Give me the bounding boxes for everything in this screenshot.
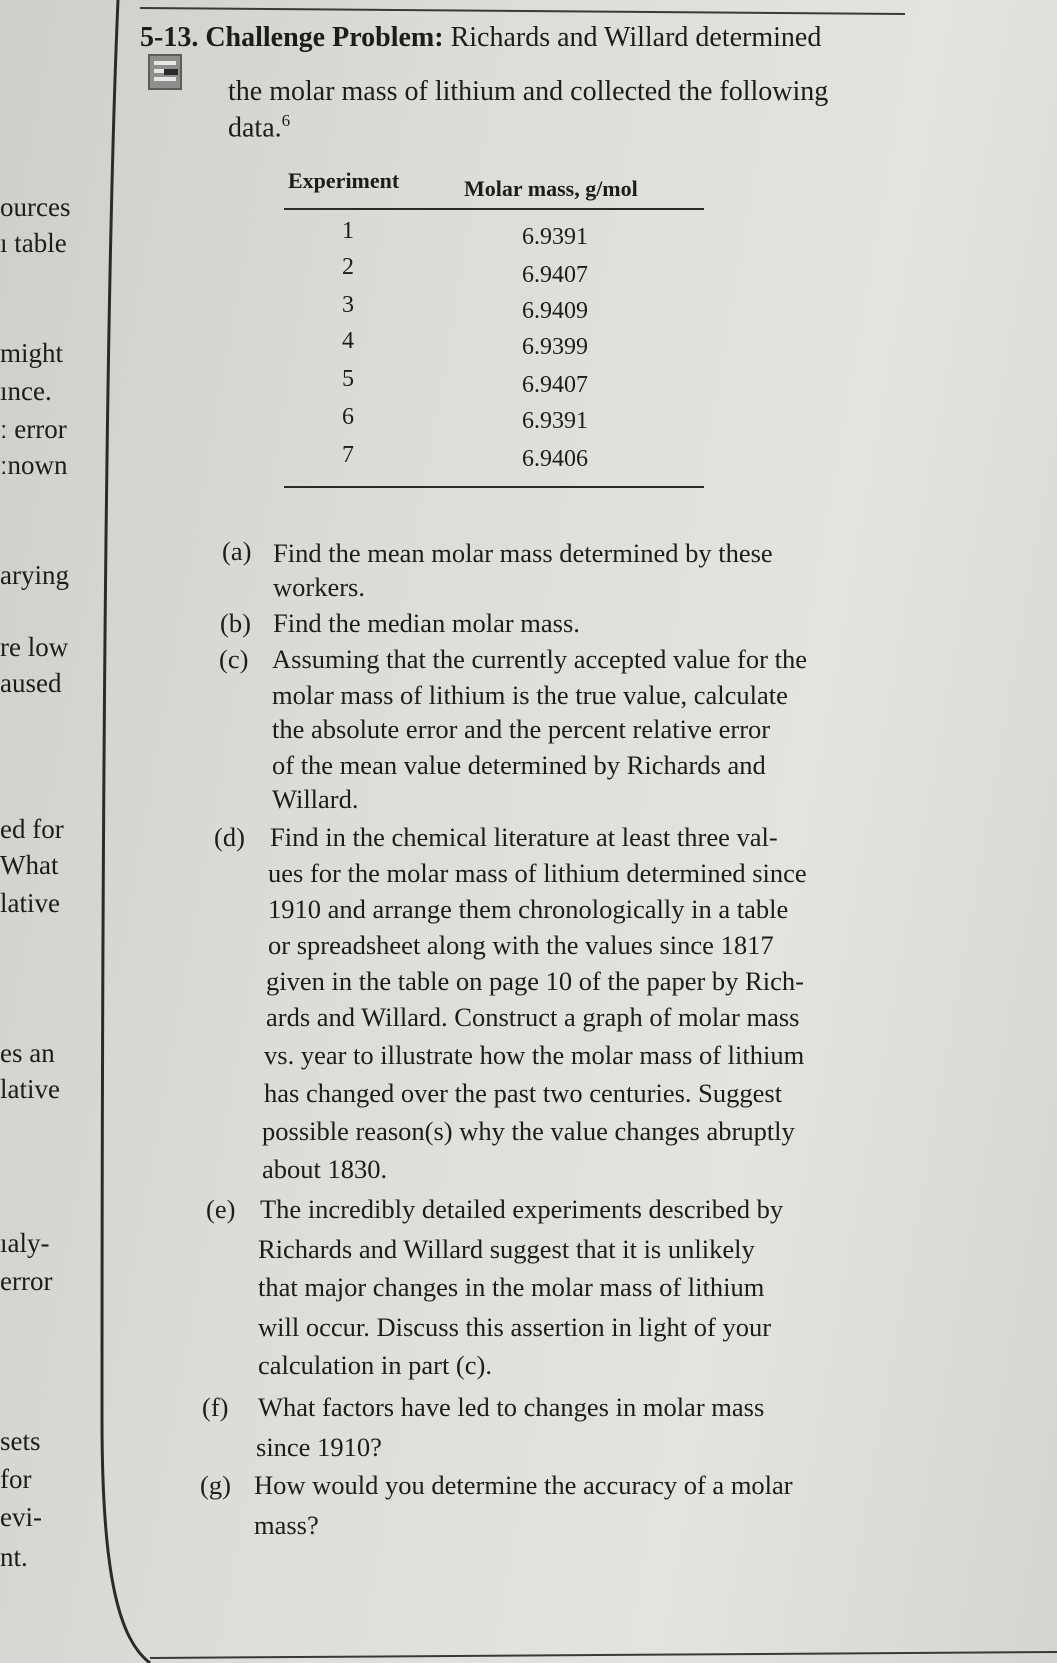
question-c-text: molar mass of lithium is the true value, calculate xyxy=(272,680,788,710)
table-cell-molar-mass: 6.9407 xyxy=(522,372,588,398)
question-e-text: will occur. Discuss this assertion in light of your xyxy=(258,1312,772,1342)
table-bottom-rule xyxy=(284,486,704,488)
question-f-text: What factors have led to changes in molar mass xyxy=(258,1392,765,1422)
table-cell-experiment: 3 xyxy=(342,292,354,318)
problem-number: 5-13. xyxy=(140,22,199,53)
table-cell-experiment: 4 xyxy=(342,328,354,354)
question-f-text: since 1910? xyxy=(256,1432,382,1462)
margin-fragment: aused xyxy=(0,668,62,698)
problem-heading xyxy=(140,24,821,52)
question-c-text: Willard. xyxy=(272,784,359,814)
footnote-marker: 6 xyxy=(281,111,291,130)
question-g-label: (g) xyxy=(200,1470,231,1500)
question-d-text: 1910 and arrange them chronologically in a table xyxy=(268,894,789,924)
margin-fragment: lative xyxy=(0,1074,60,1104)
question-e-text: Richards and Willard suggest that it is unlikely xyxy=(258,1234,755,1264)
question-d-text: has changed over the past two centuries. Suggest xyxy=(264,1078,783,1108)
question-c-label: (c) xyxy=(219,644,249,674)
margin-fragment: arying xyxy=(0,560,69,590)
question-c-text: the absolute error and the percent relative error xyxy=(272,714,771,744)
table-top-rule xyxy=(284,208,704,210)
table-cell-molar-mass: 6.9407 xyxy=(522,262,588,288)
table-cell-molar-mass: 6.9391 xyxy=(522,408,588,434)
margin-fragment: ed for xyxy=(0,814,64,844)
problem-label: Challenge Problem: xyxy=(205,22,444,53)
question-e-text: that major changes in the molar mass of lithium xyxy=(258,1272,765,1302)
problem-text: the molar mass of lithium and collected the following xyxy=(228,76,829,107)
table-cell-experiment: 2 xyxy=(342,254,354,280)
question-d-text: about 1830. xyxy=(262,1154,388,1184)
margin-fragment: ı table xyxy=(0,228,67,258)
margin-fragment: es an xyxy=(0,1038,55,1068)
question-e-label: (e) xyxy=(206,1194,236,1224)
problem-text-end xyxy=(228,112,290,142)
table-cell-molar-mass: 6.9399 xyxy=(522,334,588,360)
margin-fragment: evi- xyxy=(0,1502,42,1532)
question-e-text: The incredibly detailed experiments described by xyxy=(260,1194,784,1224)
question-g-text: mass? xyxy=(254,1510,319,1540)
question-b-label: (b) xyxy=(220,608,251,638)
question-d-label: (d) xyxy=(214,822,245,852)
question-a-label: (a) xyxy=(222,536,252,566)
margin-fragment: sets xyxy=(0,1426,41,1456)
question-d-text: vs. year to illustrate how the molar mass of lithium xyxy=(264,1040,805,1070)
margin-fragment: ːnown xyxy=(0,450,68,480)
table-header-molar-mass: Molar mass, g/mol xyxy=(464,176,638,201)
margin-fragment: lative xyxy=(0,888,60,918)
table-cell-molar-mass: 6.9409 xyxy=(522,298,588,324)
table-cell-experiment: 5 xyxy=(342,366,354,392)
question-d-text: ards and Willard. Construct a graph of molar mass xyxy=(266,1002,800,1032)
question-c-text: Assuming that the currently accepted value for the xyxy=(272,644,807,674)
margin-fragment: ː error xyxy=(0,414,67,444)
margin-fragment: for xyxy=(0,1464,32,1494)
margin-fragment: error xyxy=(0,1266,53,1296)
question-a-text: workers. xyxy=(273,572,365,602)
question-d-text: Find in the chemical literature at least three val- xyxy=(270,822,778,852)
question-d-text: given in the table on page 10 of the paper by Rich- xyxy=(266,966,804,996)
table-cell-experiment: 1 xyxy=(342,218,354,244)
question-a-text: Find the mean molar mass determined by these xyxy=(273,538,773,568)
margin-fragment: ources xyxy=(0,192,71,222)
spreadsheet-icon xyxy=(148,54,182,90)
margin-fragment: re low xyxy=(0,632,69,662)
question-d-text: possible reason(s) why the value changes abruptly xyxy=(262,1116,795,1146)
table-cell-molar-mass: 6.9391 xyxy=(522,224,588,250)
question-c-text: of the mean value determined by Richards and xyxy=(272,750,766,780)
margin-fragment: nt. xyxy=(0,1542,28,1572)
table-cell-molar-mass: 6.9406 xyxy=(522,446,588,472)
margin-fragment: ınce. xyxy=(0,376,52,406)
question-e-text: calculation in part (c). xyxy=(258,1350,492,1380)
question-d-text: or spreadsheet along with the values since 1817 xyxy=(268,930,774,960)
margin-fragment: ıaly- xyxy=(0,1228,50,1258)
margin-fragment: What xyxy=(0,850,59,880)
problem-text: data. xyxy=(228,112,282,144)
margin-fragment: might xyxy=(0,338,64,368)
table-header-experiment: Experiment xyxy=(288,168,400,193)
table-cell-experiment: 7 xyxy=(342,442,354,468)
problem-text: Richards and Willard determined xyxy=(450,22,822,53)
table-cell-experiment: 6 xyxy=(342,404,354,430)
question-g-text: How would you determine the accuracy of a molar xyxy=(254,1470,793,1500)
question-d-text: ues for the molar mass of lithium determined since xyxy=(268,858,807,888)
question-b-text: Find the median molar mass. xyxy=(273,608,580,638)
question-f-label: (f) xyxy=(202,1392,229,1422)
